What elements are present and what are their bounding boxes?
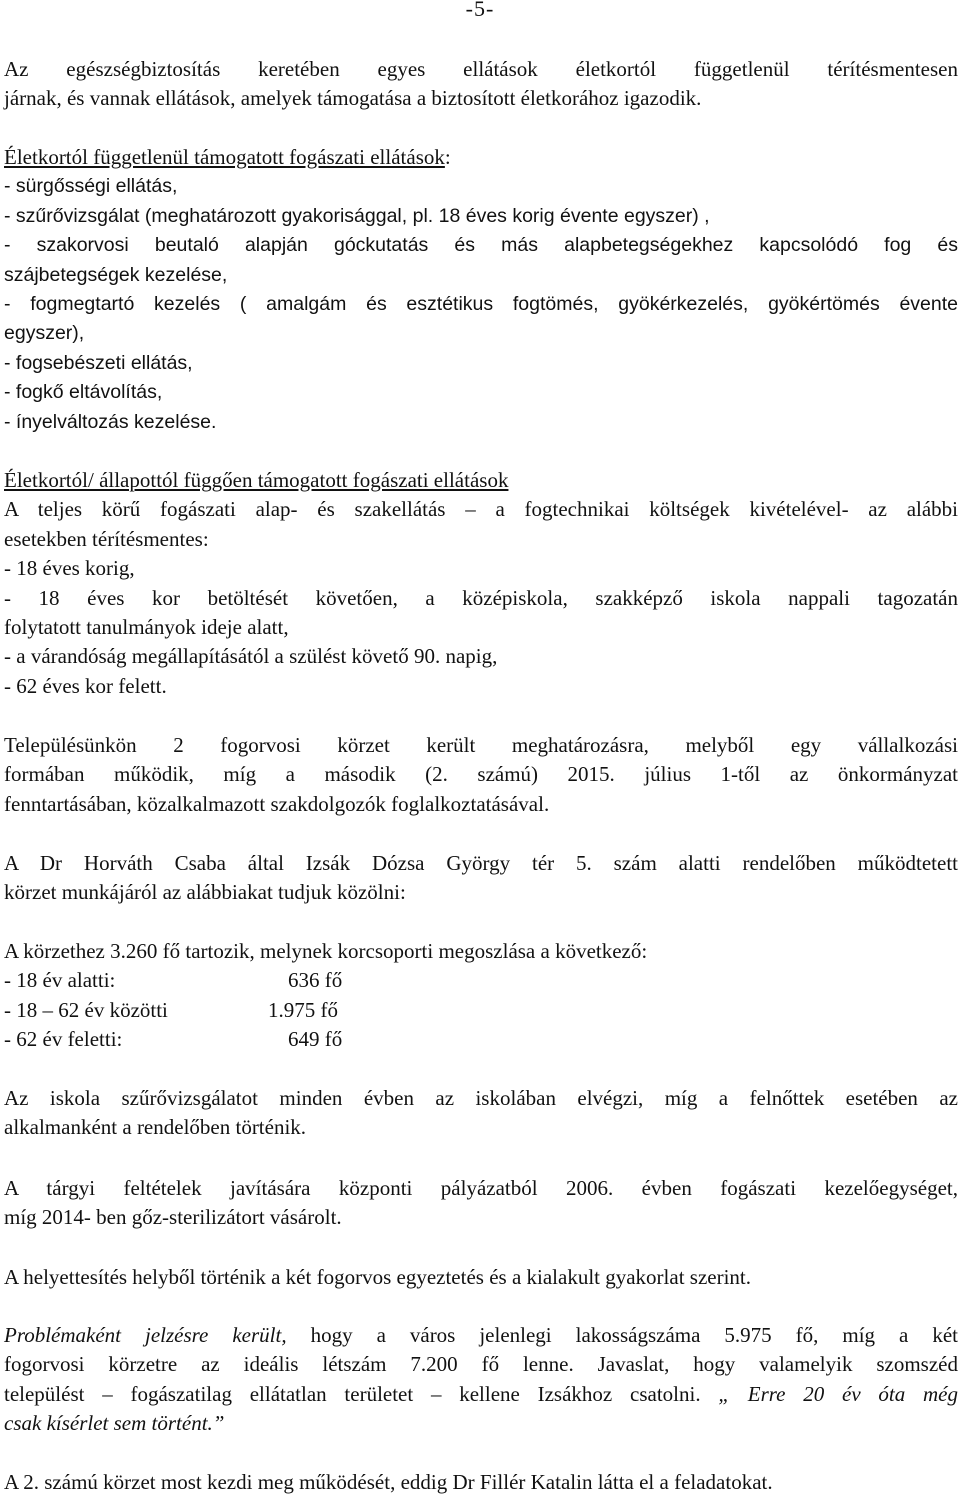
paragraph-last bbox=[4, 1468, 958, 1497]
row-label: - 18 év alatti: bbox=[4, 968, 116, 993]
text-line: csak kísérlet sem történt.” bbox=[4, 1411, 225, 1436]
list-item: - fogkő eltávolítás, bbox=[4, 381, 163, 404]
row-value: 1.975 fő bbox=[268, 997, 338, 1022]
text-line: alkalmanként a rendelőben történik. bbox=[4, 1115, 307, 1140]
list-item: - szakorvosi beutaló alapján góckutatás és más alapbetegségekhez kapcsolódó fog és bbox=[4, 234, 958, 257]
text-line: járnak, és vannak ellátások, amelyek támogatása a biztosított életkorához igazodik. bbox=[4, 86, 702, 111]
text-line: körzet munkájáról az alábbiakat tudjuk közölni: bbox=[4, 880, 406, 905]
text-line: esetekben térítésmentes: bbox=[4, 526, 209, 551]
section-age-dependent bbox=[4, 466, 958, 701]
text-line: Az egészségbiztosítás keretében egyes ellátások életkortól függetlenül térítésmentesen bbox=[4, 57, 958, 81]
text-line: fogorvosi körzetre az ideális létszám 7.200 fő lenne. Javaslat, hogy valamelyik szomszéd bbox=[4, 1352, 958, 1377]
list-item: - 18 éves kor betöltését követően, a középiskola, szakképző iskola nappali tagozatán bbox=[4, 585, 958, 610]
paragraph-equipment bbox=[4, 1174, 958, 1233]
paragraph-substitution bbox=[4, 1263, 958, 1292]
row-label: - 18 – 62 év közötti bbox=[4, 997, 168, 1022]
page-number: -5- bbox=[465, 0, 495, 21]
paragraph-problem bbox=[4, 1321, 958, 1439]
population-row bbox=[4, 966, 958, 995]
section-heading: Életkortól függetlenül támogatott fogászati ellátások: bbox=[4, 145, 451, 169]
paragraph-horvath bbox=[4, 849, 958, 908]
section-heading: Életkortól/ állapottól függően támogatott fogászati ellátások bbox=[4, 468, 509, 492]
text-line: míg 2014- ben gőz-sterilizátort vásárolt. bbox=[4, 1205, 342, 1230]
paragraph-districts bbox=[4, 731, 958, 819]
row-label: - 62 év feletti: bbox=[4, 1027, 123, 1052]
section-age-independent bbox=[4, 143, 958, 437]
text-line: A teljes körű fogászati alap- és szakellátás – a fogtechnikai költségek kivételével- az alábbi bbox=[4, 497, 958, 522]
text-line: A helyettesítés helyből történik a két fogorvos egyeztetés és a kialakult gyakorlat szerint. bbox=[4, 1265, 752, 1289]
list-item: - szűrővizsgálat (meghatározott gyakorisággal, pl. 18 éves korig évente egyszer) , bbox=[4, 204, 710, 227]
text-line: Az iskola szűrővizsgálatot minden évben az iskolában elvégzi, míg a felnőttek esetében az bbox=[4, 1086, 958, 1110]
text-line: A tárgyi feltételek javítására központi pályázatból 2006. évben fogászati kezelőegységet, bbox=[4, 1176, 958, 1200]
paragraph-school bbox=[4, 1084, 958, 1143]
population-breakdown bbox=[4, 937, 958, 1055]
text-line: folytatott tanulmányok ideje alatt, bbox=[4, 614, 289, 639]
list-item: - fogsebészeti ellátás, bbox=[4, 351, 193, 374]
list-item: szájbetegségek kezelése, bbox=[4, 263, 228, 286]
list-item: egyszer), bbox=[4, 322, 85, 345]
list-item: - a várandóság megállapításától a szülést követő 90. napig, bbox=[4, 644, 498, 669]
list-item: - 18 éves korig, bbox=[4, 556, 135, 581]
text-line: Településünkön 2 fogorvosi körzet került meghatározásra, melyből egy vállalkozási bbox=[4, 733, 958, 757]
text-line: települést – fogászatilag ellátatlan területet – kellene Izsákhoz csatolni. „ Erre 20 év óta még bbox=[4, 1381, 958, 1406]
text-line: fenntartásában, közalkalmazott szakdolgozók foglalkoztatásával. bbox=[4, 791, 550, 816]
list-item: - 62 éves kor felett. bbox=[4, 673, 167, 698]
list-item: - sürgősségi ellátás, bbox=[4, 175, 178, 198]
list-item: - fogmegtartó kezelés ( amalgám és esztétikus fogtömés, gyökérkezelés, gyökértömés évente bbox=[4, 292, 958, 315]
list-item: - ínyelváltozás kezelése. bbox=[4, 410, 217, 433]
text-line: Problémaként jelzésre került, hogy a város jelenlegi lakosságszáma 5.975 fő, míg a két bbox=[4, 1323, 958, 1347]
row-value: 636 fő bbox=[288, 968, 343, 993]
row-value: 649 fő bbox=[288, 1027, 343, 1052]
text-line: A Dr Horváth Csaba által Izsák Dózsa György tér 5. szám alatti rendelőben működtetett bbox=[4, 851, 958, 875]
intro-paragraph bbox=[4, 55, 958, 114]
population-row bbox=[4, 996, 958, 1025]
text-line: formában működik, míg a második (2. számú) 2015. július 1-től az önkormányzat bbox=[4, 762, 958, 787]
population-intro: A körzethez 3.260 fő tartozik, melynek korcsoporti megoszlása a következő: bbox=[4, 939, 648, 963]
text-line: A 2. számú körzet most kezdi meg működését, eddig Dr Fillér Katalin látta el a feladatokat. bbox=[4, 1470, 773, 1494]
population-row bbox=[4, 1025, 958, 1054]
